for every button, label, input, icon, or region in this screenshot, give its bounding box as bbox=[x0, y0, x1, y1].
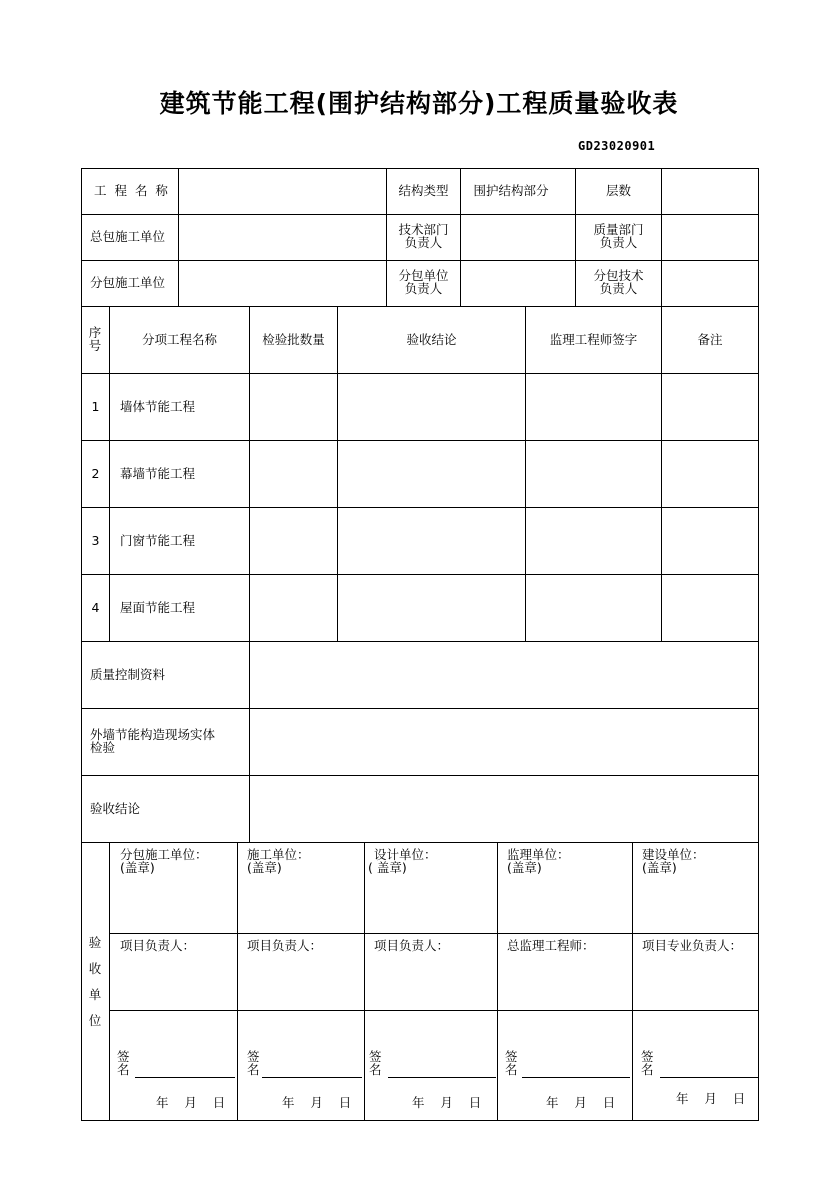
grid-line bbox=[81, 440, 759, 441]
grid-line bbox=[81, 306, 759, 307]
grid-line bbox=[81, 641, 759, 642]
sign-label-top: 签 bbox=[641, 1049, 654, 1064]
grid-line bbox=[249, 306, 250, 641]
sign-label-bottom: 名 bbox=[247, 1062, 260, 1077]
quality-dept-head-label-2: 负责人 bbox=[599, 235, 638, 250]
grid-line bbox=[81, 260, 759, 261]
sub-tech-head-label-2: 负责人 bbox=[599, 281, 638, 296]
grid-line bbox=[661, 168, 662, 306]
grid-line bbox=[81, 574, 759, 575]
unit-name: 分包施工单位： bbox=[120, 847, 208, 862]
grid-line bbox=[81, 775, 759, 776]
unit-seal: (盖章) bbox=[642, 860, 677, 875]
sign-label-top: 签 bbox=[117, 1049, 130, 1064]
grid-line bbox=[109, 306, 110, 641]
grid-line bbox=[364, 842, 365, 1120]
date-label: 年 月 日 bbox=[412, 1095, 482, 1110]
row-name: 门窗节能工程 bbox=[120, 533, 196, 548]
sub-unit-head-label-1: 分包单位 bbox=[398, 268, 449, 283]
grid-line bbox=[109, 842, 110, 1120]
sub-tech-head-label-1: 分包技术 bbox=[593, 268, 644, 283]
sub-unit-head-label-2: 负责人 bbox=[404, 281, 443, 296]
sign-label-bottom: 名 bbox=[505, 1062, 518, 1077]
sign-label-bottom: 名 bbox=[117, 1062, 130, 1077]
date-label: 年 月 日 bbox=[546, 1095, 616, 1110]
grid-line bbox=[178, 168, 179, 306]
floors-label: 层数 bbox=[605, 183, 631, 198]
unit-seal: (盖章) bbox=[247, 860, 282, 875]
date-label: 年 月 日 bbox=[156, 1095, 226, 1110]
signature-line bbox=[522, 1077, 630, 1078]
grid-line bbox=[81, 168, 82, 1121]
col-seq-2: 号 bbox=[88, 338, 102, 353]
acceptance-unit-label-4: 位 bbox=[88, 1013, 102, 1028]
grid-line bbox=[661, 306, 662, 641]
tech-dept-head-label-2: 负责人 bbox=[404, 235, 443, 250]
sign-label-top: 签 bbox=[369, 1049, 382, 1064]
sign-label-bottom: 名 bbox=[369, 1062, 382, 1077]
sign-label-bottom: 名 bbox=[641, 1062, 654, 1077]
grid-line bbox=[497, 842, 498, 1120]
col-name: 分项工程名称 bbox=[141, 332, 217, 347]
unit-seal: (盖章) bbox=[507, 860, 542, 875]
unit-person: 项目负责人： bbox=[247, 938, 323, 953]
grid-line bbox=[249, 641, 250, 842]
col-seq-1: 序 bbox=[88, 325, 102, 340]
date-label: 年 月 日 bbox=[282, 1095, 352, 1110]
grid-line bbox=[81, 168, 759, 169]
general-contractor-label: 总包施工单位 bbox=[90, 229, 166, 244]
acceptance-conclusion-label: 验收结论 bbox=[90, 801, 141, 816]
grid-line bbox=[81, 842, 759, 843]
form-code: GD23020901 bbox=[578, 139, 656, 153]
date-label: 年 月 日 bbox=[676, 1091, 746, 1106]
grid-line bbox=[758, 168, 759, 1121]
col-remark: 备注 bbox=[697, 332, 723, 347]
grid-line bbox=[109, 1010, 759, 1011]
unit-person: 项目负责人： bbox=[374, 938, 450, 953]
signature-line bbox=[388, 1077, 496, 1078]
sign-label-top: 签 bbox=[247, 1049, 260, 1064]
sub-contractor-label: 分包施工单位 bbox=[90, 275, 166, 290]
unit-seal: (盖章) bbox=[120, 860, 155, 875]
row-seq: 2 bbox=[91, 466, 100, 481]
tech-dept-head-label-1: 技术部门 bbox=[398, 222, 449, 237]
grid-line bbox=[525, 306, 526, 641]
grid-line bbox=[81, 708, 759, 709]
unit-person: 总监理工程师： bbox=[507, 938, 595, 953]
grid-line bbox=[632, 842, 633, 1120]
unit-name: 监理单位： bbox=[507, 847, 570, 862]
grid-line bbox=[337, 306, 338, 641]
col-conclusion: 验收结论 bbox=[406, 332, 457, 347]
structure-type-value: 围护结构部分 bbox=[473, 183, 549, 198]
signature-line bbox=[262, 1077, 362, 1078]
row-name: 屋面节能工程 bbox=[120, 600, 196, 615]
unit-person: 项目负责人： bbox=[120, 938, 196, 953]
grid-line bbox=[81, 214, 759, 215]
unit-name: 设计单位： bbox=[374, 847, 437, 862]
col-supervisor-sign: 监理工程师签字 bbox=[549, 332, 638, 347]
quality-docs-label: 质量控制资料 bbox=[90, 667, 166, 682]
unit-name: 建设单位： bbox=[642, 847, 705, 862]
page-title: 建筑节能工程(围护结构部分)工程质量验收表 bbox=[159, 89, 679, 118]
project-name-label: 工 程 名 称 bbox=[94, 183, 170, 198]
unit-seal: ( 盖章) bbox=[368, 860, 407, 875]
acceptance-unit-label-2: 收 bbox=[88, 961, 102, 976]
acceptance-unit-label-1: 验 bbox=[88, 935, 102, 950]
wall-inspection-label-1: 外墙节能构造现场实体 bbox=[90, 727, 216, 742]
grid-line bbox=[81, 507, 759, 508]
acceptance-unit-label-3: 单 bbox=[88, 987, 102, 1002]
signature-line bbox=[135, 1077, 235, 1078]
row-name: 幕墙节能工程 bbox=[120, 466, 196, 481]
signature-line bbox=[660, 1077, 758, 1078]
grid-line bbox=[109, 933, 759, 934]
grid-line bbox=[81, 373, 759, 374]
grid-line bbox=[237, 842, 238, 1120]
row-seq: 3 bbox=[91, 533, 100, 548]
wall-inspection-label-2: 检验 bbox=[90, 740, 116, 755]
row-name: 墙体节能工程 bbox=[120, 399, 196, 414]
unit-person: 项目专业负责人： bbox=[642, 938, 743, 953]
sign-label-top: 签 bbox=[505, 1049, 518, 1064]
grid-line bbox=[81, 1120, 759, 1121]
row-seq: 4 bbox=[91, 600, 100, 615]
quality-dept-head-label-1: 质量部门 bbox=[593, 222, 644, 237]
col-batch-count: 检验批数量 bbox=[262, 332, 325, 347]
row-seq: 1 bbox=[91, 399, 100, 414]
unit-name: 施工单位： bbox=[247, 847, 310, 862]
structure-type-label: 结构类型 bbox=[398, 183, 449, 198]
